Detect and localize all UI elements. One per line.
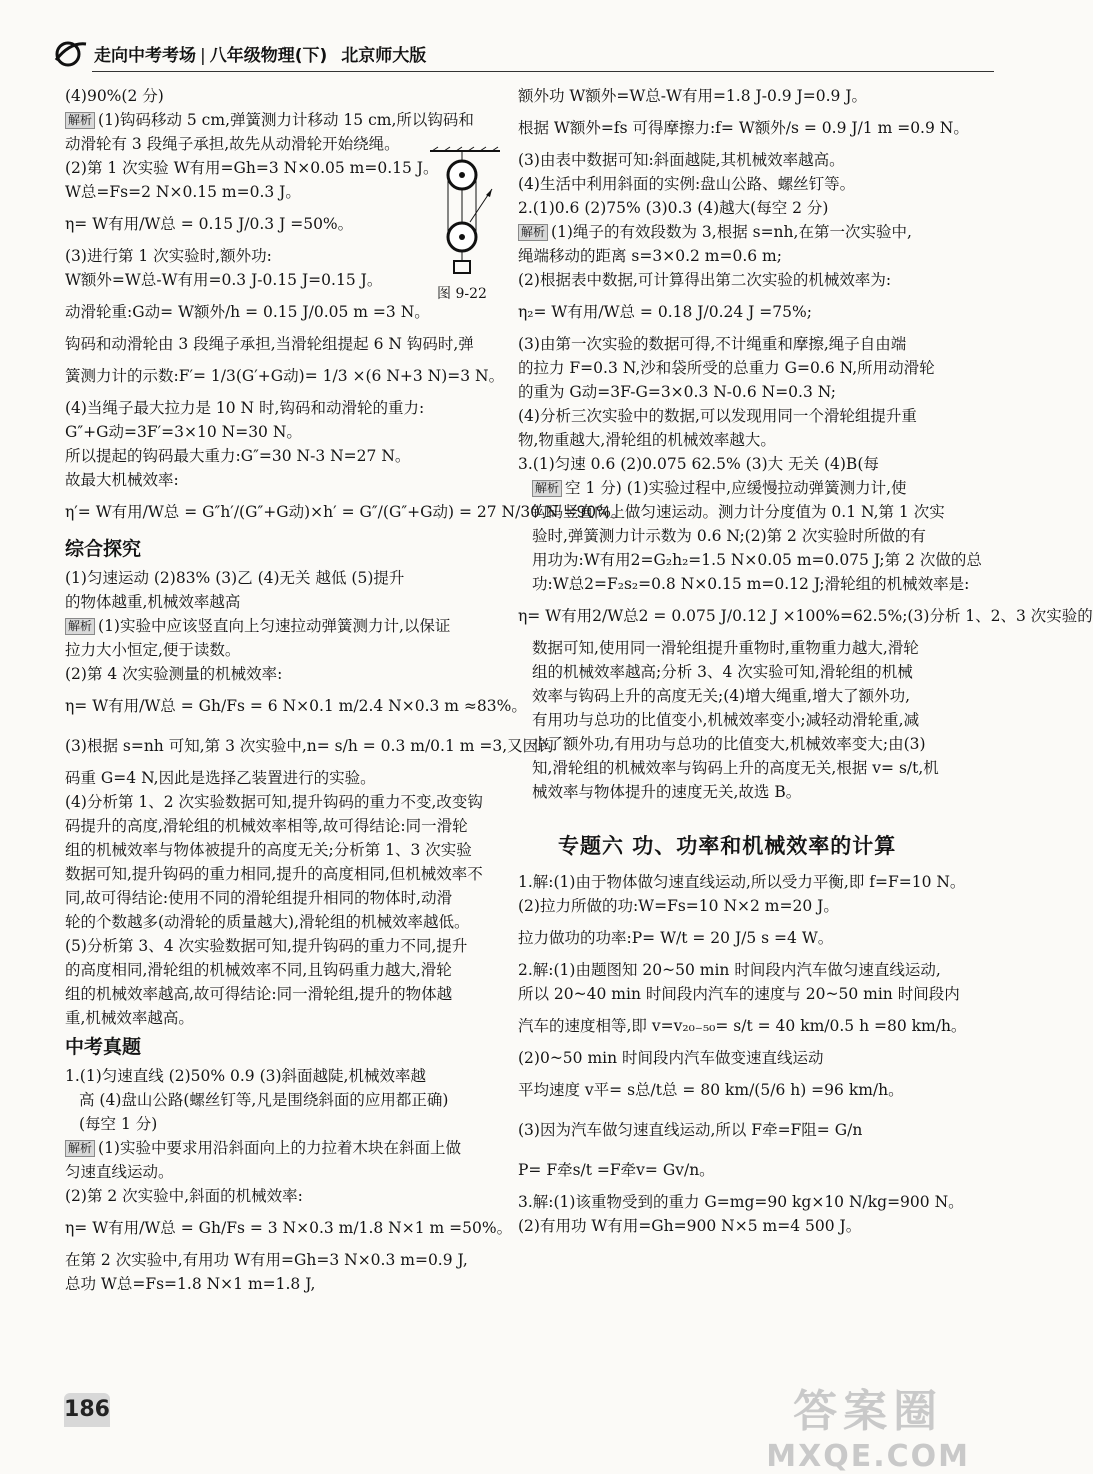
line-text: 小了额外功,有用功与总功的比值变大,机械效率变大;由(3) (532, 735, 926, 753)
text-line (518, 292, 958, 332)
text-line (65, 444, 515, 468)
watermark-title: 答案圈 (793, 1386, 944, 1437)
line-text: P= F牵s/t =F牵v= Gv/n。 (518, 1161, 715, 1179)
text-line (518, 172, 958, 196)
line-text: η₂= W有用/W总 = 0.18 J/0.24 J =75%; (518, 303, 812, 321)
line-text: (5)分析第 3、4 次实验数据可知,提升钩码的重力不同,提升 (65, 937, 468, 955)
text-line (518, 500, 958, 524)
watermark (766, 1375, 970, 1474)
text-line (65, 614, 515, 638)
text-line (65, 1184, 515, 1208)
text-line (65, 934, 515, 958)
text-line (518, 918, 958, 958)
text-line (518, 244, 958, 268)
line-text: η= W有用/W总 = Gh/Fs = 3 N×0.3 m/1.8 N×1 m =50%。 (65, 1219, 513, 1237)
line-text: 总功 W总=Fs=1.8 N×1 m=1.8 J, (65, 1275, 316, 1293)
line-text: (2)第 4 次实验测量的机械效率: (65, 665, 283, 683)
text-line (65, 686, 527, 726)
line-text: 物,物重越大,滑轮组的机械效率越大。 (518, 431, 776, 449)
text-line (518, 684, 958, 708)
text-line (65, 1208, 515, 1248)
text-line (518, 332, 958, 356)
line-text: 验时,弹簧测力计示数为 0.6 N;(2)第 2 次实验时所做的有 (532, 527, 926, 545)
text-line (65, 726, 554, 766)
text-line (518, 780, 958, 804)
text-line (65, 662, 515, 686)
line-text: 械效率与物体提升的速度无关,故选 B。 (532, 783, 802, 801)
line-text: 动滑轮有 3 段绳子承担,故先从动滑轮开始绕绳。 (65, 135, 400, 153)
line-text: (1)钩码移动 5 cm,弹簧测力计移动 15 cm,所以钩码和 (98, 111, 474, 129)
text-line (65, 1136, 515, 1160)
line-text: 汽车的速度相等,即 v=v₂₀₋₅₀= s/t = 40 km/0.5 h =80 km/h。 (518, 1017, 967, 1035)
line-text: (2)第 2 次实验中,斜面的机械效率: (65, 1187, 303, 1205)
line-text: G″+G动=3F′=3×10 N=30 N。 (65, 423, 302, 441)
section-heading (65, 532, 515, 566)
text-line (518, 894, 958, 918)
line-text: (3)根据 s=nh 可知,第 3 次实验中,n= s/h = 0.3 m/0.1 m =3,又因钩 (65, 737, 554, 755)
section-heading (65, 1030, 515, 1064)
analysis-tag: 解析 (65, 112, 95, 129)
text-line (518, 268, 958, 292)
text-line (65, 958, 515, 982)
line-text: 数据可知,使用同一滑轮组提升重物时,重物重力越大,滑轮 (532, 639, 919, 657)
line-text: 码重 G=4 N,因此是选择乙装置进行的实验。 (65, 769, 376, 787)
text-line (518, 572, 970, 596)
line-text: 绳端移动的距离 s=3×0.2 m=0.6 m; (518, 247, 782, 265)
text-line (518, 636, 958, 660)
text-line (65, 1160, 515, 1184)
text-line (65, 396, 515, 420)
text-line (518, 220, 958, 244)
line-text: 用功为:W有用2=G₂h₂=1.5 N×0.05 m=0.075 J;第 2 次做的总 (532, 551, 982, 569)
line-text: 专题六 功、功率和机械效率的计算 (558, 834, 897, 858)
line-text: (1)匀速运动 (2)83% (3)乙 (4)无关 越低 (5)提升 (65, 569, 405, 587)
line-text: 簧测力计的示数:F′= 1/3(G′+G动)= 1/3 ×(6 N+3 N)=3 N。 (65, 367, 505, 385)
line-text: η′= W有用/W总 = G″h′/(G″+G动)×h′ = G″/(G″+G动) = 27 N/30 N =90%。 (65, 503, 627, 521)
topic-heading (558, 826, 958, 866)
line-text: (4)分析第 1、2 次实验数据可知,提升钩码的重力不变,改变钩 (65, 793, 483, 811)
line-text: (每空 1 分) (79, 1115, 158, 1133)
text-line (65, 356, 515, 396)
line-text: 额外功 W额外=W总-W有用=1.8 J-0.9 J=0.9 J。 (518, 87, 868, 105)
line-text: (2)第 1 次实验 W有用=Gh=3 N×0.05 m=0.15 J。 (65, 159, 439, 177)
line-text: 匀速直线运动。 (65, 1163, 174, 1181)
line-text: 1.解:(1)由于物体做匀速直线运动,所以受力平衡,即 f=F=10 N。 (518, 873, 966, 891)
text-line (65, 766, 515, 790)
right-column (518, 84, 1093, 1238)
line-text: (1)实验中要求用沿斜面向上的力拉着木块在斜面上做 (98, 1139, 461, 1157)
line-text: 高 (4)盘山公路(螺丝钉等,凡是围绕斜面的应用都正确) (79, 1091, 449, 1109)
line-text: (3)由第一次实验的数据可得,不计绳重和摩擦,绳子自由端 (518, 335, 907, 353)
line-text: (3)由表中数据可知:斜面越陡,其机械效率越高。 (518, 151, 845, 169)
line-text: 平均速度 v平= s总/t总 = 80 km/(5/6 h) =96 km/h。 (518, 1081, 904, 1099)
line-text: 效率与钩码上升的高度无关;(4)增大绳重,增大了额外功, (532, 687, 911, 705)
text-line (518, 596, 1093, 636)
line-text: W总=Fs=2 N×0.15 m=0.3 J。 (65, 183, 301, 201)
text-line (65, 1064, 515, 1088)
line-text: 中考真题 (65, 1036, 142, 1058)
analysis-tag: 解析 (518, 224, 548, 241)
line-text: (2)拉力所做的功:W=Fs=10 N×2 m=20 J。 (518, 897, 839, 915)
text-line (518, 108, 969, 148)
page-number: 186 (64, 1393, 110, 1427)
text-line (518, 982, 958, 1006)
series-title: 走向中考考场 (94, 45, 196, 66)
line-text: η= W有用/W总 = 0.15 J/0.3 J =50%。 (65, 215, 354, 233)
text-line (65, 420, 515, 444)
line-text: (1)绳子的有效段数为 3,根据 s=nh,在第一次实验中, (551, 223, 912, 241)
line-text: 数据可知,提升钩码的重力相同,提升的高度相同,但机械效率不 (65, 865, 483, 883)
text-line (65, 1006, 515, 1030)
text-line (65, 566, 515, 590)
line-text: (4)分析三次实验中的数据,可以发现用同一个滑轮组提升重 (518, 407, 917, 425)
line-text: 拉力做功的功率:P= W/t = 20 J/5 s =4 W。 (518, 929, 834, 947)
text-line (65, 838, 515, 862)
line-text: 动滑轮重:G动= W额外/h = 0.15 J/0.05 m =3 N。 (65, 303, 430, 321)
line-text: η= W有用2/W总2 = 0.075 J/0.12 J ×100%=62.5%;(3)分析 1、2、3 次实验的 (518, 607, 1093, 625)
text-line (518, 428, 958, 452)
line-text: 1.(1)匀速直线 (2)50% 0.9 (3)斜面越陡,机械效率越 (65, 1067, 426, 1085)
text-line (518, 1006, 967, 1046)
analysis-tag: 解析 (65, 618, 95, 635)
subject-title: 八年级物理(下) (209, 45, 328, 66)
line-text: 2.解:(1)由题图知 20~50 min 时间段内汽车做匀速直线运动, (518, 961, 941, 979)
line-text: (4)90%(2 分) (65, 87, 164, 105)
text-line (65, 492, 627, 532)
line-text: 所以 20~40 min 时间段内汽车的速度与 20~50 min 时间段内 (518, 985, 960, 1003)
text-line (65, 862, 515, 886)
text-line (65, 332, 515, 356)
line-text: (4)生活中利用斜面的实例:盘山公路、螺丝钉等。 (518, 175, 856, 193)
line-text: 组的机械效率越高,故可得结论:同一滑轮组,提升的物体越 (65, 985, 453, 1003)
text-line (518, 708, 958, 732)
line-text: η= W有用/W总 = Gh/Fs = 6 N×0.1 m/2.4 N×0.3 m ≈83%。 (65, 697, 527, 715)
line-text: 综合探究 (65, 538, 142, 560)
text-line (518, 196, 958, 220)
text-line (65, 1248, 515, 1272)
analysis-tag: 解析 (65, 1140, 95, 1157)
line-text: (3)进行第 1 次实验时,额外功: (65, 247, 272, 265)
text-line (65, 814, 515, 838)
line-text: 3.(1)匀速 0.6 (2)0.075 62.5% (3)大 无关 (4)B(每 (518, 455, 879, 473)
line-text: 组的机械效率与物体被提升的高度无关;分析第 1、3 次实验 (65, 841, 472, 859)
text-line (65, 84, 515, 108)
line-text: 组的机械效率越高;分析 3、4 次实验可知,滑轮组的机械 (532, 663, 913, 681)
line-text: (2)有用功 W有用=Gh=900 N×5 m=4 500 J。 (518, 1217, 862, 1235)
line-text: 的拉力 F=0.3 N,沙和袋所受的总重力 G=0.6 N,所用动滑轮 (518, 359, 935, 377)
text-line (518, 524, 958, 548)
text-line (518, 756, 958, 780)
text-line (65, 590, 515, 614)
line-text: 钩码和动滑轮由 3 段绳子承担,当滑轮组提起 6 N 钩码时,弹 (65, 335, 474, 353)
text-line (65, 910, 515, 934)
text-line (65, 468, 515, 492)
text-line (518, 356, 958, 380)
line-text: 在第 2 次实验中,有用功 W有用=Gh=3 N×0.3 m=0.9 J, (65, 1251, 468, 1269)
line-text: 同,故可得结论:使用不同的滑轮组提升相同的物体时,动滑 (65, 889, 453, 907)
text-line (65, 1112, 515, 1136)
text-line (65, 886, 515, 910)
text-line (518, 84, 958, 108)
header-rule (92, 71, 994, 72)
text-line (518, 1150, 958, 1190)
line-text: 的重为 G动=3F-G=3×0.3 N-0.6 N=0.3 N; (518, 383, 836, 401)
line-text: W额外=W总-W有用=0.3 J-0.15 J=0.15 J。 (65, 271, 383, 289)
line-text: (2)根据表中数据,可计算得出第二次实验的机械效率为: (518, 271, 892, 289)
line-text: 空 1 分) (1)实验过程中,应缓慢拉动弹簧测力计,使 (565, 479, 907, 497)
text-line (518, 732, 958, 756)
line-text: (3)因为汽车做匀速直线运动,所以 F牵=F阻= G/n (518, 1121, 863, 1139)
text-line (65, 1272, 515, 1296)
text-line (65, 1088, 515, 1112)
text-line (518, 476, 958, 500)
text-line (65, 108, 515, 132)
line-text: 的高度相同,滑轮组的机械效率不同,且钩码重力越大,滑轮 (65, 961, 452, 979)
line-text: 码提升的高度,滑轮组的机械效率相等,故可得结论:同一滑轮 (65, 817, 468, 835)
text-line (518, 1070, 958, 1110)
line-text: 3.解:(1)该重物受到的重力 G=mg=90 kg×10 N/kg=900 N。 (518, 1193, 964, 1211)
text-line (518, 1214, 958, 1238)
publisher-logo-icon (52, 38, 88, 68)
page-header: 走向中考考场 | 八年级物理(下) 北京师大版 (52, 38, 426, 68)
line-text: 的物体越重,机械效率越高 (65, 593, 241, 611)
line-text: 有用功与总功的比值变小,机械效率变小;减轻动滑轮重,减 (532, 711, 920, 729)
line-text: 所以提起的钩码最大重力:G″=30 N-3 N=27 N。 (65, 447, 411, 465)
text-line (518, 870, 966, 894)
text-line (518, 380, 958, 404)
figure-caption: 图 9-22 (437, 286, 487, 302)
text-line (518, 1046, 958, 1070)
line-text: 重,机械效率越高。 (65, 1009, 194, 1027)
text-line (518, 1190, 964, 1214)
line-text: 拉力大小恒定,便于读数。 (65, 641, 241, 659)
text-line (518, 548, 982, 572)
watermark-url: MXQE.COM (766, 1439, 970, 1474)
text-line (518, 958, 958, 982)
analysis-tag: 解析 (532, 480, 562, 497)
text-line (65, 982, 515, 1006)
text-line (518, 452, 958, 476)
line-text: (4)当绳子最大拉力是 10 N 时,钩码和动滑轮的重力: (65, 399, 425, 417)
line-text: 知,滑轮组的机械效率与钩码上升的高度无关,根据 v= s/t,机 (532, 759, 939, 777)
text-line (65, 790, 515, 814)
line-text: 根据 W额外=fs 可得摩擦力:f= W额外/s = 0.9 J/1 m =0.9 N。 (518, 119, 969, 137)
line-text: 2.(1)0.6 (2)75% (3)0.3 (4)越大(每空 2 分) (518, 199, 829, 217)
text-line (65, 638, 515, 662)
line-text: (2)0~50 min 时间段内汽车做变速直线运动 (518, 1049, 824, 1067)
edition-label: 北京师大版 (341, 45, 427, 66)
line-text: 故最大机械效率: (65, 471, 179, 489)
line-text: 钩码竖直向上做匀速运动。测力计分度值为 0.1 N,第 1 次实 (532, 503, 945, 521)
text-line (518, 148, 958, 172)
line-text: 轮的个数越多(动滑轮的质量越大),滑轮组的机械效率越低。 (65, 913, 470, 931)
text-line (518, 404, 958, 428)
line-text: 功:W总2=F₂s₂=0.8 N×0.15 m=0.12 J;滑轮组的机械效率是: (532, 575, 970, 593)
text-line (518, 1110, 958, 1150)
text-line (518, 660, 958, 684)
line-text: (1)实验中应该竖直向上匀速拉动弹簧测力计,以保证 (98, 617, 451, 635)
